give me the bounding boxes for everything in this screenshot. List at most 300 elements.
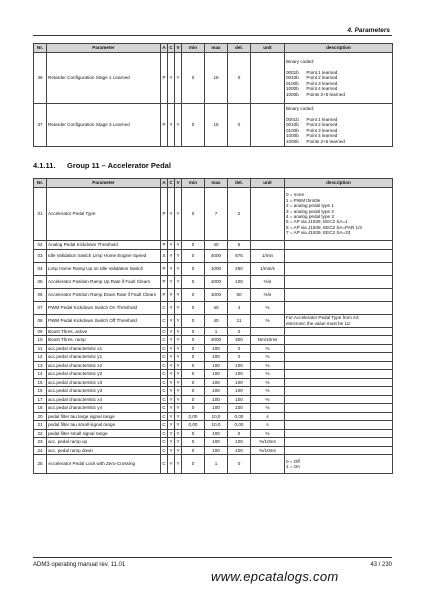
cell-desc <box>285 275 393 288</box>
cell-desc <box>285 336 393 345</box>
cell-max: 7 <box>205 188 228 241</box>
table-row <box>34 275 393 288</box>
cell-min: 0 <box>182 301 205 314</box>
cell-min: 0 <box>182 438 205 447</box>
cell-max: 15 <box>205 104 228 147</box>
cell-desc <box>285 327 393 336</box>
table-row <box>34 412 393 421</box>
cell-unit: % <box>251 429 285 438</box>
cell-del: 0 <box>228 104 251 147</box>
table-row <box>34 327 393 336</box>
cell-desc <box>285 370 393 379</box>
cell-param: pedal filter tau large signal range <box>47 412 161 421</box>
cell-c: Y <box>169 337 173 343</box>
cell-del: 100 <box>228 378 251 387</box>
table-header-row <box>34 179 393 188</box>
cell-v: Y <box>176 337 180 343</box>
cell-max: 100 <box>205 438 228 447</box>
cell-c: Y <box>169 430 173 436</box>
cell-min: 0,00 <box>182 421 205 430</box>
cell-a: C <box>162 345 166 351</box>
cell-del: 100 <box>228 370 251 379</box>
cell-max: 40 <box>205 241 228 250</box>
column-header: max <box>205 179 228 188</box>
cell-param: Accelerator Position Ramp Up Rate if Fault Clears <box>47 275 161 288</box>
cell-param: acc.pedal characteristic y3 <box>47 387 161 396</box>
cell-param: Boost Thres. ramp <box>47 336 161 345</box>
cell-desc <box>285 288 393 301</box>
cell-v: Y <box>175 288 182 301</box>
cell-desc: 0 = Off 1 = On <box>285 455 393 474</box>
cell-desc <box>285 404 393 413</box>
cell-max: 1000 <box>205 262 228 275</box>
cell-a: C <box>161 301 168 314</box>
cell-max: 100 <box>205 370 228 379</box>
cell-v: Y <box>176 362 180 368</box>
cell-desc <box>285 387 393 396</box>
cell-v: Y <box>175 249 182 262</box>
cell-unit: %/s <box>251 275 285 288</box>
cell-del: 5 <box>228 241 251 250</box>
cell-max: 100 <box>205 429 228 438</box>
cell-max: 15 <box>205 53 228 104</box>
cell-del: 0 <box>228 53 251 104</box>
cell-v: Y <box>175 104 182 147</box>
footer-page-number: 43 / 230 <box>370 562 392 568</box>
cell-a: C <box>162 430 166 436</box>
cell-del: 100 <box>228 395 251 404</box>
cell-nr: 12 <box>34 353 47 362</box>
cell-c: Y <box>169 362 173 368</box>
table-row <box>34 314 393 327</box>
table-row <box>34 288 393 301</box>
cell-min: 0 <box>182 275 205 288</box>
cell-a: C <box>162 396 166 402</box>
column-header: unit <box>251 179 285 188</box>
table-row <box>34 262 393 275</box>
cell-param: Retarder Configuration Stage 3 Learned <box>47 104 161 147</box>
cell-c: Y <box>168 455 175 474</box>
cell-v: Y <box>176 405 180 411</box>
column-header: A <box>161 179 168 188</box>
cell-param: pedal filter small signal range <box>47 429 161 438</box>
cell-desc: 0 = none 1 = PWM throttle 2 = analog pedal type 1 3 = analog pedal type 2 4 = analog pedal type 3 5 = AP via J1939, EEC2 SA=1 6 = AP via J1939, EEC2 SA=PAR 1/3 7 = AP via J1939, EEC2 SA=33 <box>285 188 393 241</box>
cell-max: 100 <box>205 395 228 404</box>
cell-param: Idle Validation Switch Limp Home Engine Speed <box>47 249 161 262</box>
cell-min: 0 <box>182 429 205 438</box>
cell-a: C <box>162 354 166 360</box>
column-header: Nr. <box>34 179 47 188</box>
cell-del: 4 <box>228 301 251 314</box>
section-title: Group 11 – Accelerator Pedal <box>67 161 171 170</box>
cell-del: 100 <box>228 404 251 413</box>
column-header: min <box>182 44 205 53</box>
cell-min: 0 <box>182 370 205 379</box>
column-header: A <box>161 44 168 53</box>
cell-a: C <box>162 337 166 343</box>
cell-unit: % <box>251 387 285 396</box>
cell-a: S <box>161 249 168 262</box>
cell-unit: % <box>251 378 285 387</box>
column-header: del. <box>228 179 251 188</box>
cell-desc <box>285 301 393 314</box>
cell-nr: 06 <box>34 288 47 301</box>
cell-v: Y <box>176 371 180 377</box>
cell-v: Y <box>176 328 180 334</box>
cell-v: Y <box>176 345 180 351</box>
table-row <box>34 336 393 345</box>
cell-unit: % <box>251 301 285 314</box>
table-row <box>34 395 393 404</box>
cell-a: C <box>162 405 166 411</box>
cell-a: C <box>162 388 166 394</box>
cell-c: Y <box>168 314 175 327</box>
cell-c: Y <box>168 249 175 262</box>
cell-del: 0 <box>228 353 251 362</box>
cell-param: acc.pedal characteristic x2 <box>47 361 161 370</box>
cell-min: 0 <box>182 288 205 301</box>
cell-nr: 37 <box>34 104 47 147</box>
cell-unit: %/10ms <box>251 446 285 455</box>
cell-min: 0 <box>182 378 205 387</box>
table-row <box>34 387 393 396</box>
cell-param: Accelerator Pedal Type <box>47 188 161 241</box>
cell-a: P <box>161 53 168 104</box>
cell-a: C <box>162 371 166 377</box>
cell-del: 2 <box>228 188 251 241</box>
cell-nr: 21 <box>34 421 47 430</box>
cell-c: Y <box>168 288 175 301</box>
cell-min: 0 <box>182 404 205 413</box>
cell-del: 300 <box>228 336 251 345</box>
cell-c: Y <box>169 242 173 248</box>
cell-max: 2000 <box>205 336 228 345</box>
cell-param: Limp Home Ramp Up on Idle Validation Switch <box>47 262 161 275</box>
cell-c: Y <box>168 262 175 275</box>
cell-nr: 02 <box>34 241 47 250</box>
cell-c: Y <box>169 439 173 445</box>
cell-a: P <box>161 275 168 288</box>
cell-v: Y <box>175 275 182 288</box>
cell-v: Y <box>175 301 182 314</box>
cell-nr: 23 <box>34 438 47 447</box>
cell-max: 40 <box>205 314 228 327</box>
cell-v: Y <box>175 455 182 474</box>
cell-min: 0 <box>182 53 205 104</box>
table-row <box>34 446 393 455</box>
cell-desc: Binary coded: 0001b Point 1 learned 0010b Point 2 learned 0100b Point 3 learned 1000b Point 4 learned 1000b Points 2+5 learned <box>285 53 393 104</box>
cell-nr: 11 <box>34 344 47 353</box>
cell-unit: s <box>251 421 285 430</box>
cell-max: 100 <box>205 353 228 362</box>
cell-param: acc.pedal characteristic y1 <box>47 353 161 362</box>
parameters-table-1 <box>33 43 393 147</box>
cell-max: 100 <box>205 446 228 455</box>
table-row <box>34 344 393 353</box>
cell-v: Y <box>175 188 182 241</box>
cell-del: 100 <box>228 361 251 370</box>
cell-nr: 13 <box>34 361 47 370</box>
column-header: C <box>168 44 175 53</box>
cell-param: Retarder Configuration Stage 1 Learned <box>47 53 161 104</box>
column-header: description <box>285 179 393 188</box>
cell-a: P <box>161 104 168 147</box>
cell-v: Y <box>176 430 180 436</box>
cell-max: 1000 <box>205 275 228 288</box>
cell-del: 0,00 <box>228 412 251 421</box>
table-2-body <box>34 188 393 474</box>
parameters-table-2 <box>33 178 393 474</box>
cell-del: 0 <box>228 344 251 353</box>
cell-param: Boost Thres. active <box>47 327 161 336</box>
cell-nr: 36 <box>34 53 47 104</box>
cell-c: Y <box>169 345 173 351</box>
cell-unit <box>251 241 285 250</box>
cell-unit: %/10ms <box>251 438 285 447</box>
cell-del: 250 <box>228 262 251 275</box>
cell-nr: 10 <box>34 336 47 345</box>
cell-v: Y <box>176 388 180 394</box>
cell-a: C <box>162 422 166 428</box>
cell-nr: 25 <box>34 455 47 474</box>
cell-c: Y <box>169 405 173 411</box>
column-header: Parameter <box>47 179 161 188</box>
cell-c: Y <box>168 188 175 241</box>
cell-del: 100 <box>228 446 251 455</box>
table-1-body <box>34 53 393 147</box>
cell-param: acc.pedal characteristic x3 <box>47 378 161 387</box>
cell-del: 0 <box>228 455 251 474</box>
table-row <box>34 188 393 241</box>
cell-desc <box>285 429 393 438</box>
cell-unit: 1/min/s <box>251 262 285 275</box>
cell-v: Y <box>175 262 182 275</box>
cell-param: acc. pedal ramp down <box>47 446 161 455</box>
cell-unit <box>251 188 285 241</box>
table-row <box>34 421 393 430</box>
cell-a: C <box>162 379 166 385</box>
cell-c: Y <box>169 447 173 453</box>
cell-param: acc.pedal characteristic y4 <box>47 404 161 413</box>
cell-nr: 14 <box>34 370 47 379</box>
cell-desc: For Accelerator Pedal Type from AS electronic the value must be 11! <box>285 314 393 327</box>
cell-param: acc.pedal characteristic x4 <box>47 395 161 404</box>
cell-del: 50 <box>228 288 251 301</box>
cell-max: 100 <box>205 404 228 413</box>
cell-unit: Nm/10ms <box>251 336 285 345</box>
cell-v: Y <box>176 422 180 428</box>
cell-nr: 03 <box>34 249 47 262</box>
cell-c: Y <box>169 396 173 402</box>
cell-del: 0 <box>228 327 251 336</box>
cell-min: 0 <box>182 395 205 404</box>
cell-max: 100 <box>205 387 228 396</box>
cell-v: Y <box>176 379 180 385</box>
cell-min: 0 <box>182 353 205 362</box>
table-row <box>34 429 393 438</box>
cell-min: 0 <box>182 336 205 345</box>
cell-desc <box>285 412 393 421</box>
cell-unit <box>251 455 285 474</box>
cell-unit: % <box>251 361 285 370</box>
cell-del: 0,00 <box>228 421 251 430</box>
table-row <box>34 361 393 370</box>
cell-c: Y <box>168 301 175 314</box>
cell-c: Y <box>168 104 175 147</box>
cell-c: Y <box>169 354 173 360</box>
cell-a: P <box>162 242 166 248</box>
cell-unit: % <box>251 395 285 404</box>
cell-del: 100 <box>228 387 251 396</box>
cell-unit: % <box>251 314 285 327</box>
cell-desc <box>285 241 393 250</box>
column-header: Nr. <box>34 44 47 53</box>
cell-desc <box>285 438 393 447</box>
cell-max: 1000 <box>205 288 228 301</box>
cell-unit: % <box>251 353 285 362</box>
cell-max: 100 <box>205 378 228 387</box>
cell-a: C <box>162 362 166 368</box>
cell-min: 0 <box>182 249 205 262</box>
cell-a: C <box>162 413 166 419</box>
table-row <box>34 455 393 474</box>
cell-desc <box>285 353 393 362</box>
cell-max: 100 <box>205 361 228 370</box>
cell-a: C <box>161 455 168 474</box>
cell-c: Y <box>168 275 175 288</box>
cell-param: pedal filter tau small signal range <box>47 421 161 430</box>
cell-v: Y <box>176 413 180 419</box>
cell-min: 0 <box>182 104 205 147</box>
cell-c: Y <box>169 413 173 419</box>
watermark: www.epcatalogs.com <box>211 569 339 584</box>
cell-min: 0 <box>182 361 205 370</box>
cell-desc: Binary coded: 0001b Point 1 learned 0010b Point 2 learned 0100b Point 3 learned 1000b Point 4 learned 1000b Points 2+5 learned <box>285 104 393 147</box>
cell-desc <box>285 378 393 387</box>
cell-desc <box>285 249 393 262</box>
cell-nr: 01 <box>34 188 47 241</box>
cell-param: acc.pedal characteristic x1 <box>47 344 161 353</box>
cell-param: acc. pedal ramp up <box>47 438 161 447</box>
cell-max: 1 <box>205 455 228 474</box>
column-header: Parameter <box>47 44 161 53</box>
cell-a: C <box>161 314 168 327</box>
cell-desc <box>285 395 393 404</box>
cell-v: Y <box>175 53 182 104</box>
cell-unit <box>251 327 285 336</box>
cell-nr: 09 <box>34 327 47 336</box>
cell-param: PWM Pedal Kickdown Switch On Threshold <box>47 301 161 314</box>
cell-param: Accelerator Position Ramp Down Rate if Fault Clears <box>47 288 161 301</box>
cell-v: Y <box>175 314 182 327</box>
column-header: del. <box>228 44 251 53</box>
cell-nr: 04 <box>34 262 47 275</box>
cell-nr: 08 <box>34 314 47 327</box>
table-row <box>34 53 393 104</box>
cell-v: Y <box>176 439 180 445</box>
cell-c: Y <box>169 379 173 385</box>
cell-max: 10,0 <box>205 421 228 430</box>
cell-del: 100 <box>228 275 251 288</box>
column-header: unit <box>251 44 285 53</box>
cell-v: Y <box>176 242 180 248</box>
table-header-row <box>34 44 393 53</box>
cell-c: Y <box>169 371 173 377</box>
cell-a: C <box>162 447 166 453</box>
table-row <box>34 104 393 147</box>
cell-del: 0 <box>228 429 251 438</box>
cell-unit: s <box>251 412 285 421</box>
cell-max: 10,0 <box>205 412 228 421</box>
cell-max: 1 <box>205 327 228 336</box>
cell-min: 0 <box>182 446 205 455</box>
cell-c: Y <box>169 328 173 334</box>
cell-desc <box>285 446 393 455</box>
cell-param: acc.pedal characteristic y2 <box>47 370 161 379</box>
cell-unit: 1/min <box>251 249 285 262</box>
cell-nr: 18 <box>34 404 47 413</box>
cell-min: 0 <box>182 455 205 474</box>
table-row <box>34 378 393 387</box>
cell-param: Analog Pedal Kickdown Threshold <box>47 241 161 250</box>
table-row <box>34 370 393 379</box>
cell-v: Y <box>176 447 180 453</box>
cell-del: 100 <box>228 438 251 447</box>
cell-v: Y <box>176 354 180 360</box>
cell-nr: 24 <box>34 446 47 455</box>
cell-nr: 05 <box>34 275 47 288</box>
footer-manual-title: ADM3 operating manual rev. 11.01 <box>33 562 126 568</box>
column-header: C <box>168 179 175 188</box>
cell-desc <box>285 344 393 353</box>
cell-nr: 15 <box>34 378 47 387</box>
table-row <box>34 353 393 362</box>
cell-max: 4000 <box>205 249 228 262</box>
cell-min: 0 <box>182 262 205 275</box>
cell-unit: % <box>251 404 285 413</box>
section-number: 4.1.11. <box>33 161 56 170</box>
cell-unit <box>251 53 285 104</box>
cell-desc <box>285 262 393 275</box>
cell-param: PWM Pedal Kickdown Switch Off Threshold <box>47 314 161 327</box>
table-row <box>34 241 393 250</box>
cell-a: P <box>161 288 168 301</box>
cell-min: 0 <box>182 241 205 250</box>
cell-unit: % <box>251 370 285 379</box>
section-heading <box>33 161 171 170</box>
column-header: V <box>175 179 182 188</box>
cell-desc <box>285 421 393 430</box>
cell-min: 0 <box>182 188 205 241</box>
cell-nr: 17 <box>34 395 47 404</box>
cell-nr: 16 <box>34 387 47 396</box>
column-header: max <box>205 44 228 53</box>
cell-desc <box>285 361 393 370</box>
cell-c: Y <box>169 422 173 428</box>
table-row <box>34 301 393 314</box>
cell-unit: %/s <box>251 288 285 301</box>
cell-min: 0 <box>182 327 205 336</box>
footer-divider <box>33 557 392 558</box>
cell-min: 0 <box>182 314 205 327</box>
cell-a: C <box>162 328 166 334</box>
cell-min: 0,00 <box>182 412 205 421</box>
cell-nr: 07 <box>34 301 47 314</box>
cell-unit <box>251 104 285 147</box>
cell-nr: 22 <box>34 429 47 438</box>
table-row <box>34 249 393 262</box>
column-header: min <box>182 179 205 188</box>
